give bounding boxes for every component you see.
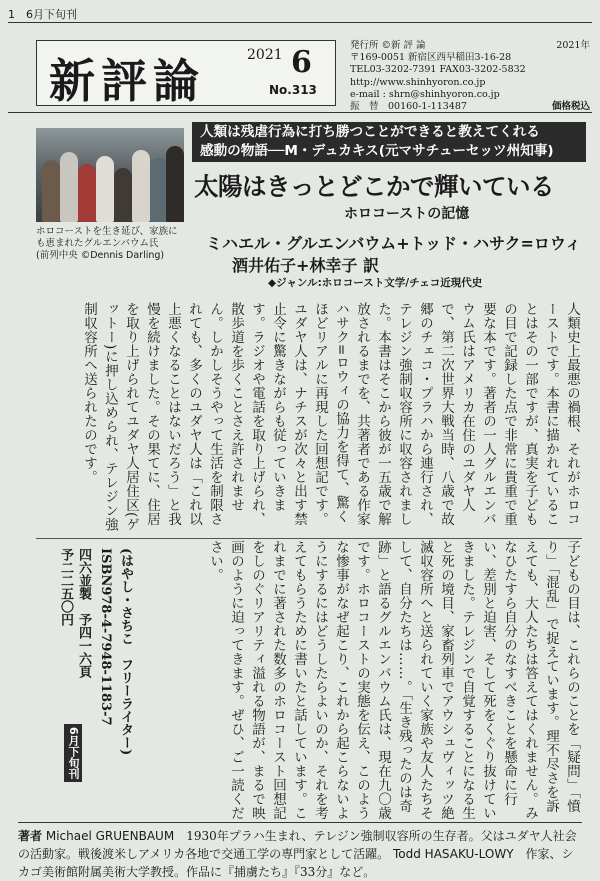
publisher-year: 2021年: [556, 40, 590, 51]
photo-person: [96, 156, 114, 222]
release-badge: 6月下旬刊: [64, 724, 82, 782]
masthead: [36, 40, 336, 106]
family-photo: [36, 128, 184, 222]
publisher-name: 発行所 ©新 評 論: [350, 40, 426, 51]
column-rule: [36, 538, 582, 539]
book-price: 予二二五〇円: [58, 548, 73, 626]
photo-person: [132, 150, 150, 222]
publisher-transfer: 振 替 00160-1-113487: [350, 101, 467, 113]
author-name-1: Michael GRUENBAUM: [45, 829, 175, 843]
masthead-rule: [8, 112, 592, 113]
author-bio: [18, 822, 582, 881]
book-genre: ◆ジャンル:ホロコースト文学/チェコ近現代史: [268, 277, 483, 289]
masthead-year: 2021: [247, 47, 283, 63]
price-note: 価格税込: [551, 101, 590, 113]
photo-person: [114, 168, 132, 222]
author-bio-2: 作家、シカゴ美術館附属美術大学教授。作品に『捕虜たち』『33分』など。: [18, 847, 574, 879]
endorsement-banner: 人類は残虐行為に打ち勝つことができると教えてくれる 感動の物語──M・デュカキス(元マサチューセッツ州知事): [192, 122, 586, 162]
publisher-address: 〒169-0051 新宿区西早稲田3-16-28: [350, 52, 512, 64]
photo-person: [60, 152, 78, 222]
photo-person: [78, 164, 96, 222]
review-body-lower: 子どもの目は、これらのことを「疑問」「憤り」「混乱」で捉えています。理不尽さを訴えても、大人たちは答えてはくれません。みなひたすら自分のなすべきことを懸命に行い、差別と迫害、そして死をくぐり抜けていきました。テレジンで自覚することになる生と死の境目、家畜列車でアウシュヴィッツ絶滅収容所へと送られていく家族や友人たちそして、自分たちは……。「生き残ったのは奇跡」と語るグルエンバウム氏は、現在九〇歳です。ホロコーストの実態を伝え、このような惨事がなぜ起こり、これから起こらないようにするにはどうしたらよいのか、それを考えてもらうために書いたと話しています。これまでに著された数多のホロコースト回想記をしのぐリアリティ溢れる物語が、まるで映画のように迫ってきます。ぜひ、ご一読ください。: [207, 540, 580, 820]
photo-person: [166, 146, 184, 222]
book-translators: 酒井佑子+林幸子 訳: [232, 256, 379, 275]
page-header-label: 1 6月下旬刊: [8, 8, 77, 21]
photo-person: [42, 160, 60, 222]
publisher-url[interactable]: http://www.shinhyoron.co.jp: [350, 76, 486, 88]
reviewer-credit: (はやし・さちこ フリーライター): [118, 548, 133, 756]
masthead-issue-number: No.313: [269, 83, 317, 97]
book-subtitle: ホロコーストの記憶: [344, 206, 470, 222]
header-rule: [8, 22, 592, 23]
publisher-info: [350, 40, 590, 113]
book-format: 四六並製 予四一六頁: [76, 548, 91, 678]
masthead-title: 新評論: [49, 54, 205, 108]
publisher-tel-fax: TEL03-3202-7391 FAX03-3202-5832: [350, 64, 526, 76]
book-authors: ミハエル・グルエンバウム+トッド・ハサク=ロウィ: [206, 234, 581, 253]
author-bio-1: 1930年プラハ生まれ、テレジン強制収容所の生存者。父はユダヤ人社会の活動家。戦後渡米しアメリカ各地で交通工学の専門家として活躍。: [18, 829, 577, 861]
author-name-2: Todd HASAKU-LOWY: [393, 847, 514, 861]
masthead-month: 6: [291, 45, 312, 80]
review-body-upper: 人類史上最悪の禍根、それがホロコーストです。本書に描かれていることはその一部ですが、真実を子どもの目で記録した点で非常に貴重で重要な本です。著者の一人グルエンバウム氏はアメリカ在住のユダヤ人で、第二次世界大戦当時、八歳で故郷のチェコ・プラハから連行され、テレジン強制収容所に収容されました。本書はそこから彼が一五歳で解放されるまでを、共著者である作家ハサク=ロウィの協力を得て、驚くほどリアルに再現した回想記です。ユダヤ人は、ナチスが次々と出す禁止令に驚きながらも従っていきます。ラジオや電話を取り上げられ、散歩道を歩くことさえ許されません。しかしそうやって生活を制限されても、多くのユダヤ人は「これ以上悪くなることはないだろう」と我慢を続けました。その果てに、住居を取り上げられてユダヤ人居住区(ゲットー)に押し込められ、テレジン強制収容所へ送られたのです。: [81, 302, 580, 532]
publisher-email[interactable]: e-mail : shrn@shinhyoron.co.jp: [350, 88, 500, 100]
photo-caption: ホロコーストを生き延び、家族に も恵まれたグルエンバウム氏 (前列中央 ©Dennis Darling): [36, 226, 178, 261]
isbn: ISBN978-4-7948-1183-7: [98, 548, 113, 726]
book-title: 太陽はきっとどこかで輝いている: [194, 172, 554, 201]
author-bio-label: 著者: [18, 829, 43, 843]
